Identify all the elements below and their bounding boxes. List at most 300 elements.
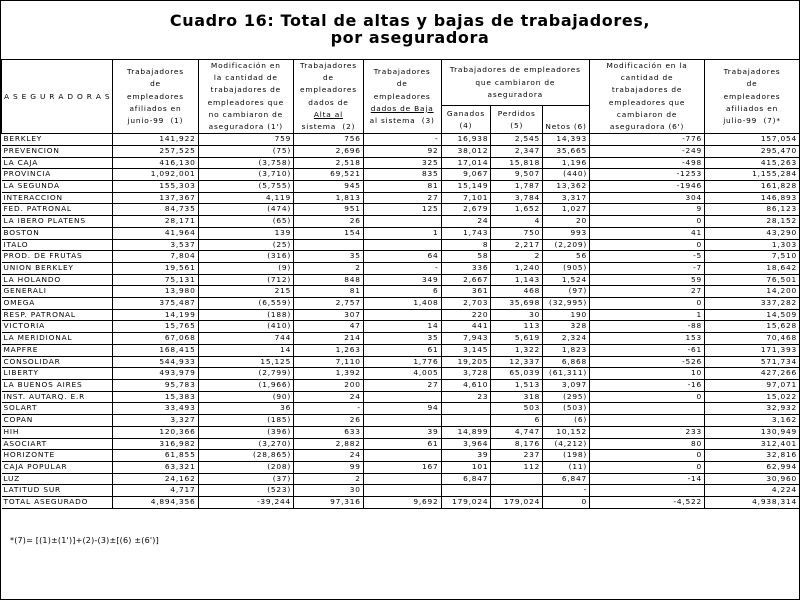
row-value: 61 — [363, 344, 441, 356]
row-value: 24 — [294, 391, 364, 403]
row-value: 200 — [294, 379, 364, 391]
row-value: 759 — [198, 134, 294, 146]
row-insurer-name: LA CAJA — [2, 157, 113, 169]
row-value: (503) — [543, 403, 590, 415]
row-value: 8 — [441, 239, 491, 251]
row-value: (75) — [198, 145, 294, 157]
row-insurer-name: BERKLEY — [2, 134, 113, 146]
row-value: 307 — [294, 309, 364, 321]
row-value — [363, 216, 441, 228]
row-value — [363, 415, 441, 427]
row-value: (440) — [543, 169, 590, 181]
row-value: 750 — [491, 227, 543, 239]
table-row — [2, 286, 800, 298]
row-value: 1,743 — [441, 227, 491, 239]
row-value: (3,758) — [198, 157, 294, 169]
header-col1: Trabajadores de empleadores afiliados en junio-99 (1) — [113, 60, 198, 134]
row-value: (32,995) — [543, 298, 590, 310]
row-value: - — [363, 262, 441, 274]
row-value: 35 — [363, 333, 441, 345]
table-row — [2, 321, 800, 333]
row-value: 2 — [491, 251, 543, 263]
row-value: 1,823 — [543, 344, 590, 356]
row-value: 17,014 — [441, 157, 491, 169]
row-value: 312,401 — [705, 438, 800, 450]
table-row — [2, 274, 800, 286]
table-row — [2, 134, 800, 146]
row-value: 41 — [590, 227, 705, 239]
row-value: 35 — [294, 251, 364, 263]
header-col3: Trabajadores de empleadores dados de Baja al sistema (3) — [363, 60, 441, 134]
row-value: 15,383 — [113, 391, 198, 403]
row-value: 23 — [441, 391, 491, 403]
table-row — [2, 461, 800, 473]
row-value: 349 — [363, 274, 441, 286]
row-value: 233 — [590, 426, 705, 438]
row-value: (65) — [198, 216, 294, 228]
row-value: 0 — [590, 391, 705, 403]
table-row — [2, 415, 800, 427]
row-value: 2,518 — [294, 157, 364, 169]
header-col1p: Modificación en la cantidad de trabajadores de empleadores que no cambiaron de aseguradora (1') — [198, 60, 294, 134]
table-row — [2, 262, 800, 274]
row-value: 468 — [491, 286, 543, 298]
row-value — [363, 485, 441, 497]
table-row — [2, 368, 800, 380]
row-value: 7,110 — [294, 356, 364, 368]
row-value: 10 — [590, 368, 705, 380]
row-value: 43,290 — [705, 227, 800, 239]
row-insurer-name: OMEGA — [2, 298, 113, 310]
row-insurer-name: MAPFRE — [2, 344, 113, 356]
row-value: 95,783 — [113, 379, 198, 391]
row-value: 2,667 — [441, 274, 491, 286]
row-value: 375,487 — [113, 298, 198, 310]
row-value: 503 — [491, 403, 543, 415]
row-value: 137,367 — [113, 192, 198, 204]
header-col7: Trabajadores de empleadores afiliados en julio-99 (7)* — [705, 60, 800, 134]
row-value: 70,468 — [705, 333, 800, 345]
row-value: -776 — [590, 134, 705, 146]
table-row — [2, 356, 800, 368]
row-value: 32,816 — [705, 450, 800, 462]
header-col4: Ganados (4) — [441, 106, 491, 134]
row-value: - — [363, 134, 441, 146]
row-value: (25) — [198, 239, 294, 251]
row-value: 2,324 — [543, 333, 590, 345]
row-value: 15,818 — [491, 157, 543, 169]
table-row — [2, 438, 800, 450]
row-value: 155,303 — [113, 181, 198, 193]
row-value: 0 — [590, 239, 705, 251]
row-insurer-name: HIH — [2, 426, 113, 438]
row-value: 36 — [198, 403, 294, 415]
row-value: 8,176 — [491, 438, 543, 450]
row-value: 63,321 — [113, 461, 198, 473]
row-value: -61 — [590, 344, 705, 356]
row-insurer-name: UNION BERKLEY — [2, 262, 113, 274]
row-value: 86,123 — [705, 204, 800, 216]
row-value: 1,263 — [294, 344, 364, 356]
row-value: 214 — [294, 333, 364, 345]
row-value: 4,005 — [363, 368, 441, 380]
row-insurer-name: GENERALI — [2, 286, 113, 298]
row-value: -16 — [590, 379, 705, 391]
row-value: 220 — [441, 309, 491, 321]
row-insurer-name: CONSOLIDAR — [2, 356, 113, 368]
row-value: 15,125 — [198, 356, 294, 368]
row-value — [363, 391, 441, 403]
row-value: 1,392 — [294, 368, 364, 380]
row-value: 101 — [441, 461, 491, 473]
row-value: 14,393 — [543, 134, 590, 146]
row-value: 237 — [491, 450, 543, 462]
row-value: 1,408 — [363, 298, 441, 310]
row-value: 33,493 — [113, 403, 198, 415]
table-row — [2, 298, 800, 310]
row-value: 14 — [363, 321, 441, 333]
table-row — [2, 450, 800, 462]
row-value: 3,327 — [113, 415, 198, 427]
row-value: 2 — [294, 473, 364, 485]
row-value: 6,868 — [543, 356, 590, 368]
row-value: 14,509 — [705, 309, 800, 321]
row-value: 27 — [590, 286, 705, 298]
row-value: 20 — [543, 216, 590, 228]
row-value — [441, 485, 491, 497]
row-value: 139 — [198, 227, 294, 239]
row-value: 94 — [363, 403, 441, 415]
header-col456-group: Trabajadores de empleadores que cambiaron de aseguradora — [441, 60, 590, 106]
row-value: 35,698 — [491, 298, 543, 310]
row-value: 61,855 — [113, 450, 198, 462]
row-value: (1,966) — [198, 379, 294, 391]
row-value: 1,322 — [491, 344, 543, 356]
row-value: 295,470 — [705, 145, 800, 157]
table-row — [2, 227, 800, 239]
row-value: 56 — [543, 251, 590, 263]
row-insurer-name: INTERACCION — [2, 192, 113, 204]
row-value: 2 — [294, 262, 364, 274]
row-value: (712) — [198, 274, 294, 286]
table-row — [2, 157, 800, 169]
row-value: 27 — [363, 192, 441, 204]
header-col5: Perdidos (5) — [491, 106, 543, 134]
row-value: 1 — [363, 227, 441, 239]
row-value: (37) — [198, 473, 294, 485]
row-insurer-name: LA BUENOS AIRES — [2, 379, 113, 391]
row-value: - — [294, 403, 364, 415]
row-insurer-name: BOSTON — [2, 227, 113, 239]
row-insurer-name: INST. AUTARQ. E.R — [2, 391, 113, 403]
row-value: 493,979 — [113, 368, 198, 380]
row-value: (61,311) — [543, 368, 590, 380]
row-value: 81 — [363, 181, 441, 193]
row-value: 38,012 — [441, 145, 491, 157]
row-value: -1946 — [590, 181, 705, 193]
row-value: 4,610 — [441, 379, 491, 391]
row-value: 848 — [294, 274, 364, 286]
row-value: (3,270) — [198, 438, 294, 450]
row-value: 167 — [363, 461, 441, 473]
row-value: 3,537 — [113, 239, 198, 251]
row-value: 6 — [363, 286, 441, 298]
row-value: 4,224 — [705, 485, 800, 497]
row-value: 0 — [590, 461, 705, 473]
row-value: 4,747 — [491, 426, 543, 438]
row-value: 1,027 — [543, 204, 590, 216]
row-value: 13,980 — [113, 286, 198, 298]
row-value: 15,628 — [705, 321, 800, 333]
row-value: 146,893 — [705, 192, 800, 204]
row-value: 14,200 — [705, 286, 800, 298]
row-value: 318 — [491, 391, 543, 403]
row-value: 756 — [294, 134, 364, 146]
row-value: 2,347 — [491, 145, 543, 157]
row-value: 304 — [590, 192, 705, 204]
row-insurer-name: LUZ — [2, 473, 113, 485]
row-insurer-name: LA MERIDIONAL — [2, 333, 113, 345]
row-value: 10,152 — [543, 426, 590, 438]
row-value: 47 — [294, 321, 364, 333]
row-value: (5,755) — [198, 181, 294, 193]
row-value: 76,501 — [705, 274, 800, 286]
row-value: (6,559) — [198, 298, 294, 310]
row-value: 125 — [363, 204, 441, 216]
row-value: (523) — [198, 485, 294, 497]
row-value: 39 — [363, 426, 441, 438]
row-value: (474) — [198, 204, 294, 216]
row-value: (208) — [198, 461, 294, 473]
table-row — [2, 403, 800, 415]
table-row — [2, 344, 800, 356]
row-value: (188) — [198, 309, 294, 321]
row-value: 141,922 — [113, 134, 198, 146]
formula-footnote: *(7)= [(1)±(1')]+(2)-(3)±[(6) ±(6')] — [10, 536, 159, 545]
row-value: 26 — [294, 216, 364, 228]
row-value: 64 — [363, 251, 441, 263]
row-insurer-name: LIBERTY — [2, 368, 113, 380]
row-insurer-name: LATITUD SUR — [2, 485, 113, 497]
row-value: 3,097 — [543, 379, 590, 391]
table-row — [2, 473, 800, 485]
row-value: 1,513 — [491, 379, 543, 391]
row-value — [363, 473, 441, 485]
row-value: 97,071 — [705, 379, 800, 391]
row-value: -14 — [590, 473, 705, 485]
row-value: 28,152 — [705, 216, 800, 228]
row-value: 59 — [590, 274, 705, 286]
row-value: 24 — [441, 216, 491, 228]
row-value: 130,949 — [705, 426, 800, 438]
row-value: 99 — [294, 461, 364, 473]
row-value: 257,525 — [113, 145, 198, 157]
row-value: 441 — [441, 321, 491, 333]
data-table — [1, 59, 800, 509]
row-value: (410) — [198, 321, 294, 333]
row-value: 120,366 — [113, 426, 198, 438]
row-value: 571,734 — [705, 356, 800, 368]
row-value — [441, 415, 491, 427]
row-value: 32,932 — [705, 403, 800, 415]
row-value: (198) — [543, 450, 590, 462]
row-insurer-name: PREVENCION — [2, 145, 113, 157]
table-row — [2, 426, 800, 438]
row-value: 154 — [294, 227, 364, 239]
table-row — [2, 309, 800, 321]
row-value: 416,130 — [113, 157, 198, 169]
row-value: (295) — [543, 391, 590, 403]
row-value: 65,039 — [491, 368, 543, 380]
row-value — [590, 403, 705, 415]
row-value: 2,882 — [294, 438, 364, 450]
row-value: 316,982 — [113, 438, 198, 450]
row-value: 19,205 — [441, 356, 491, 368]
row-value: 69,521 — [294, 169, 364, 181]
row-value: 3,728 — [441, 368, 491, 380]
table-row — [2, 169, 800, 181]
row-value: 2,217 — [491, 239, 543, 251]
table-row — [2, 333, 800, 345]
row-value: 361 — [441, 286, 491, 298]
row-value: 26 — [294, 415, 364, 427]
row-insurer-name: LA SEGUNDA — [2, 181, 113, 193]
row-value: (2,799) — [198, 368, 294, 380]
row-value: 427,266 — [705, 368, 800, 380]
table-header — [2, 60, 800, 134]
row-value: 15,765 — [113, 321, 198, 333]
row-value: 190 — [543, 309, 590, 321]
row-value: 744 — [198, 333, 294, 345]
row-value: 30,960 — [705, 473, 800, 485]
row-value: 35,665 — [543, 145, 590, 157]
header-aseguradoras: A S E G U R A D O R A S — [2, 60, 113, 134]
row-insurer-name: FED. PATRONAL — [2, 204, 113, 216]
table-row — [2, 485, 800, 497]
row-value: 153 — [590, 333, 705, 345]
row-value: (185) — [198, 415, 294, 427]
table-row — [2, 251, 800, 263]
row-value: 9,507 — [491, 169, 543, 181]
row-value: 5,619 — [491, 333, 543, 345]
row-value: 13,362 — [543, 181, 590, 193]
row-value: 15,022 — [705, 391, 800, 403]
row-value: 1,652 — [491, 204, 543, 216]
row-value: 633 — [294, 426, 364, 438]
row-value: 62,994 — [705, 461, 800, 473]
table-row — [2, 192, 800, 204]
row-value: -88 — [590, 321, 705, 333]
row-value — [441, 403, 491, 415]
row-insurer-name: CAJA POPULAR — [2, 461, 113, 473]
row-value — [363, 309, 441, 321]
row-value: 41,964 — [113, 227, 198, 239]
table-total — [2, 497, 800, 509]
row-value: 2,696 — [294, 145, 364, 157]
row-value: 12,337 — [491, 356, 543, 368]
row-insurer-name: LA HOLANDO — [2, 274, 113, 286]
total-row: TOTAL ASEGURADO 4,894,356 -39,244 97,316 9,692 179,024 179,024 0 -4,522 4,938,314 — [2, 497, 800, 509]
row-value: (6) — [543, 415, 590, 427]
row-insurer-name: COPAN — [2, 415, 113, 427]
row-value: 80 — [590, 438, 705, 450]
row-value: 544,933 — [113, 356, 198, 368]
row-insurer-name: LA IBERO PLATENS — [2, 216, 113, 228]
row-value: 1,303 — [705, 239, 800, 251]
row-value: -1253 — [590, 169, 705, 181]
row-value: (905) — [543, 262, 590, 274]
row-value: -498 — [590, 157, 705, 169]
row-value: 27 — [363, 379, 441, 391]
row-value: 336 — [441, 262, 491, 274]
title-line-2: por aseguradora — [330, 28, 490, 47]
row-value: 168,415 — [113, 344, 198, 356]
row-value: 3,317 — [543, 192, 590, 204]
row-value: 171,393 — [705, 344, 800, 356]
row-value: (396) — [198, 426, 294, 438]
row-value: 7,101 — [441, 192, 491, 204]
row-value: 2,545 — [491, 134, 543, 146]
row-value: 67,068 — [113, 333, 198, 345]
row-value: 1,155,284 — [705, 169, 800, 181]
row-value: 1,196 — [543, 157, 590, 169]
row-value — [491, 473, 543, 485]
row-value: (316) — [198, 251, 294, 263]
row-value: 0 — [590, 216, 705, 228]
row-value: (3,710) — [198, 169, 294, 181]
row-value: 6 — [491, 415, 543, 427]
row-value: 112 — [491, 461, 543, 473]
row-value: (11) — [543, 461, 590, 473]
row-value: 113 — [491, 321, 543, 333]
row-value: -7 — [590, 262, 705, 274]
row-value: 7,943 — [441, 333, 491, 345]
row-insurer-name: PROD. DE FRUTAS — [2, 251, 113, 263]
table-row — [2, 204, 800, 216]
row-value: 9,067 — [441, 169, 491, 181]
row-value: 1,524 — [543, 274, 590, 286]
row-value: 1,240 — [491, 262, 543, 274]
row-value: 4,119 — [198, 192, 294, 204]
row-value: 14 — [198, 344, 294, 356]
row-value: 24 — [294, 450, 364, 462]
row-value — [491, 485, 543, 497]
table-row — [2, 379, 800, 391]
row-value: 2,679 — [441, 204, 491, 216]
header-col2: Trabajadores de empleadores dados de Alta al sistema (2) — [294, 60, 364, 134]
row-value: - — [543, 485, 590, 497]
row-value: 39 — [441, 450, 491, 462]
row-value: 1,813 — [294, 192, 364, 204]
row-value: 30 — [294, 485, 364, 497]
row-value: 951 — [294, 204, 364, 216]
row-insurer-name: VICTORIA — [2, 321, 113, 333]
row-value: 1,787 — [491, 181, 543, 193]
row-value: 835 — [363, 169, 441, 181]
row-value: 18,642 — [705, 262, 800, 274]
row-value: 1,092,001 — [113, 169, 198, 181]
row-value: 1 — [590, 309, 705, 321]
title-line-1: Cuadro 16: Total de altas y bajas de trabajadores, — [169, 11, 651, 30]
table-row — [2, 391, 800, 403]
table-body — [2, 134, 800, 497]
row-value: 161,828 — [705, 181, 800, 193]
row-value: (2,209) — [543, 239, 590, 251]
table-row — [2, 216, 800, 228]
row-value: (4,212) — [543, 438, 590, 450]
row-value: 3,162 — [705, 415, 800, 427]
row-value: 61 — [363, 438, 441, 450]
